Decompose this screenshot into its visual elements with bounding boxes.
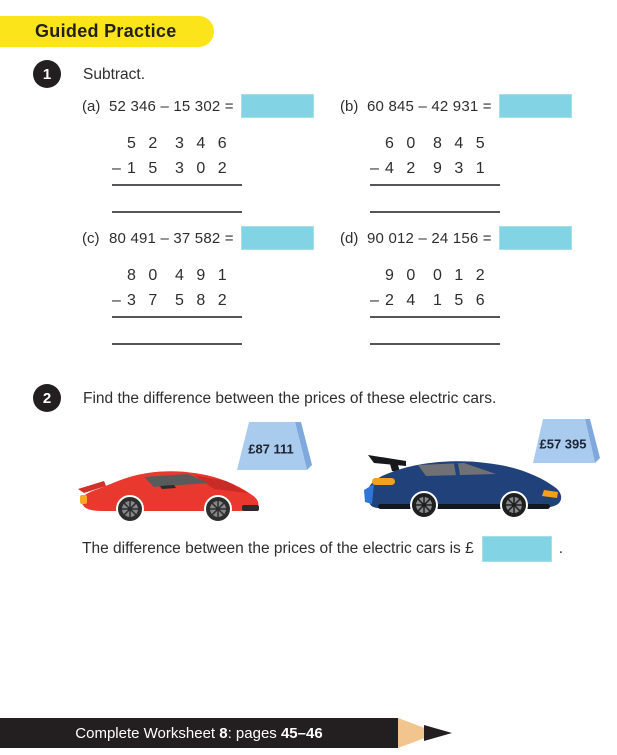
- problem-a-bottom-number: – 1 5 3 0 2: [112, 156, 242, 181]
- minus-sign: –: [112, 292, 121, 309]
- problem-d-answer-box[interactable]: [499, 226, 572, 250]
- blue-car-taillight: [372, 478, 395, 485]
- question-1-number: 1: [42, 65, 52, 83]
- question-2-badge: [33, 384, 61, 412]
- question-2-prompt: Find the difference between the prices of these electric cars.: [83, 390, 497, 407]
- problem-d-label: (d): [340, 229, 359, 247]
- problem-b-header: [340, 94, 592, 118]
- problem-a-header: [82, 94, 334, 118]
- question-1-badge: [33, 60, 61, 88]
- subtraction-line: [370, 184, 500, 186]
- problem-c-bottom-number: – 3 7 5 8 2: [112, 288, 242, 313]
- problem-a-equation: 52 346 – 15 302 =: [109, 97, 234, 115]
- section-title: Guided Practice: [35, 21, 177, 41]
- answer-sentence-prefix: The difference between the prices of the electric cars is £: [82, 540, 474, 557]
- pencil-tip-icon: [398, 718, 454, 748]
- answer-line[interactable]: [370, 211, 500, 213]
- worksheet-footer-bar: [0, 718, 398, 748]
- problem-c-label: (c): [82, 229, 100, 247]
- red-car-price: £87 111: [248, 441, 294, 457]
- problem-d-bottom-number: – 2 4 1 5 6: [370, 288, 500, 313]
- problem-c-header: [82, 226, 334, 250]
- problem-c: [82, 226, 334, 345]
- minus-sign: –: [112, 160, 121, 177]
- blue-car-spoiler: [368, 455, 406, 466]
- answer-line[interactable]: [112, 211, 242, 213]
- blue-car-price: £57 395: [539, 436, 587, 452]
- problem-a-answer-box[interactable]: [241, 94, 314, 118]
- problem-d: [340, 226, 592, 345]
- blue-car-price-tag: [533, 419, 601, 467]
- section-banner: [0, 16, 214, 47]
- subtraction-line: [370, 316, 500, 318]
- problem-a-column-subtraction: [112, 131, 242, 213]
- problem-b-bottom-number: – 4 2 9 3 1: [370, 156, 500, 181]
- blue-car-front-wheel: [501, 492, 527, 518]
- problem-b-label: (b): [340, 97, 359, 115]
- red-car-grille: [242, 505, 259, 511]
- red-car-price-tag: [237, 422, 313, 474]
- problem-a-label: (a): [82, 97, 101, 115]
- answer-sentence: [82, 536, 563, 562]
- problem-d-top-number: 9 0 0 1 2: [385, 267, 489, 284]
- problem-c-equation: 80 491 – 37 582 =: [109, 229, 234, 247]
- minus-sign: –: [370, 292, 379, 309]
- footer-worksheet-number: 8: [219, 724, 228, 742]
- minus-sign: –: [370, 160, 379, 177]
- subtraction-line: [112, 316, 242, 318]
- footer-text-2: : pages: [227, 724, 281, 742]
- footer-page-range: 45–46: [280, 724, 323, 742]
- difference-answer-box[interactable]: [482, 536, 552, 562]
- problem-b-answer-box[interactable]: [499, 94, 572, 118]
- problem-b-column-subtraction: [370, 131, 500, 213]
- answer-sentence-suffix: .: [558, 540, 564, 557]
- answer-line[interactable]: [112, 343, 242, 345]
- subtraction-line: [112, 184, 242, 186]
- problem-c-column-subtraction: [112, 263, 242, 345]
- question-2-number: 2: [42, 389, 52, 407]
- red-car-rear-wheel: [117, 496, 143, 522]
- question-1-prompt: Subtract.: [83, 66, 146, 83]
- problem-a-top-number: 5 2 3 4 6: [127, 135, 231, 152]
- problem-d-equation: 90 012 – 24 156 =: [367, 229, 492, 247]
- problem-d-column-subtraction: [370, 263, 500, 345]
- red-car-front-wheel: [205, 496, 231, 522]
- problem-b: [340, 94, 592, 213]
- problem-a: [82, 94, 334, 213]
- problem-c-top-number: 8 0 4 9 1: [127, 267, 231, 284]
- answer-line[interactable]: [370, 343, 500, 345]
- problem-d-header: [340, 226, 592, 250]
- red-car-taillight: [80, 495, 87, 504]
- problem-b-equation: 60 845 – 42 931 =: [367, 97, 492, 115]
- problem-b-top-number: 6 0 8 4 5: [385, 135, 489, 152]
- problem-c-answer-box[interactable]: [241, 226, 314, 250]
- blue-car-rear-wheel: [411, 492, 437, 518]
- footer-text-1: Complete Worksheet: [75, 724, 220, 742]
